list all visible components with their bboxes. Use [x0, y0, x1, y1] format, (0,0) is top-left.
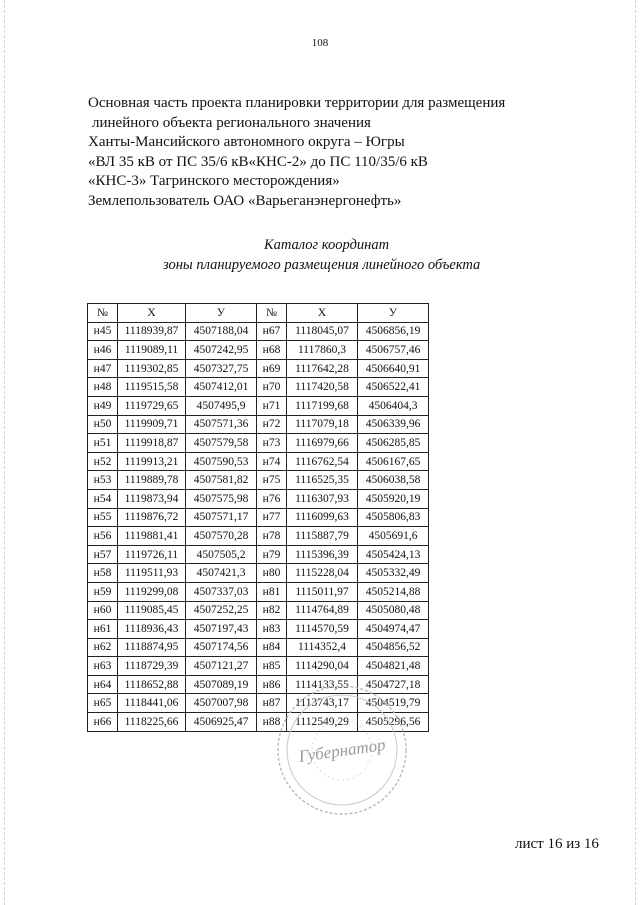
cell-point-number: н60 — [88, 601, 118, 620]
table-row — [88, 489, 429, 508]
table-row — [88, 582, 429, 601]
cell-y: 4506285,85 — [358, 434, 429, 453]
cell-y: 4507242,95 — [186, 341, 257, 360]
column-header-x: X — [118, 304, 186, 323]
cell-x: 1118936,43 — [118, 620, 186, 639]
cell-y: 4506404,3 — [358, 396, 429, 415]
cell-point-number: н55 — [88, 508, 118, 527]
table-row — [88, 415, 429, 434]
cell-y: 4505296,56 — [358, 713, 429, 732]
cell-point-number: н52 — [88, 452, 118, 471]
cell-point-number: н66 — [88, 713, 118, 732]
cell-point-number: н77 — [257, 508, 287, 527]
cell-y: 4507089,19 — [186, 675, 257, 694]
cell-point-number: н75 — [257, 471, 287, 490]
cell-point-number: н48 — [88, 378, 118, 397]
cell-point-number: н62 — [88, 638, 118, 657]
cell-y: 4506339,96 — [358, 415, 429, 434]
cell-x: 1117079,18 — [287, 415, 358, 434]
cell-x: 1115011,97 — [287, 582, 358, 601]
table-row — [88, 434, 429, 453]
cell-y: 4507571,36 — [186, 415, 257, 434]
cell-x: 1119511,93 — [118, 564, 186, 583]
cell-y: 4507337,03 — [186, 582, 257, 601]
cell-point-number: н49 — [88, 396, 118, 415]
cell-y: 4507007,98 — [186, 694, 257, 713]
table-row — [88, 601, 429, 620]
cell-x: 1114570,59 — [287, 620, 358, 639]
cell-x: 1118441,06 — [118, 694, 186, 713]
cell-y: 4505806,83 — [358, 508, 429, 527]
cell-x: 1118045,07 — [287, 322, 358, 341]
cell-point-number: н79 — [257, 545, 287, 564]
catalog-title-line2: зоны планируемого размещения линейного объекта — [163, 257, 481, 273]
table-row — [88, 564, 429, 583]
cell-y: 4505080,48 — [358, 601, 429, 620]
svg-text:Губернатор: Губернатор — [297, 735, 387, 766]
table-row — [88, 508, 429, 527]
cell-x: 1117420,58 — [287, 378, 358, 397]
cell-x: 1116099,63 — [287, 508, 358, 527]
header-line: «ВЛ 35 кВ от ПС 35/6 кВ«КНС-2» до ПС 110/35/6 кВ — [88, 153, 428, 170]
cell-y: 4506856,19 — [358, 322, 429, 341]
cell-y: 4507571,17 — [186, 508, 257, 527]
cell-point-number: н72 — [257, 415, 287, 434]
cell-x: 1114290,04 — [287, 657, 358, 676]
cell-x: 1114764,89 — [287, 601, 358, 620]
header-line: Ханты-Мансийского автономного округа – Югры — [88, 134, 405, 151]
cell-point-number: н73 — [257, 434, 287, 453]
cell-x: 1119889,78 — [118, 471, 186, 490]
table-row — [88, 527, 429, 546]
column-header-y: У — [358, 304, 429, 323]
cell-x: 1118225,66 — [118, 713, 186, 732]
cell-x: 1116307,93 — [287, 489, 358, 508]
cell-y: 4504821,48 — [358, 657, 429, 676]
table-header-row — [88, 304, 429, 323]
cell-x: 1119302,85 — [118, 359, 186, 378]
cell-y: 4507327,75 — [186, 359, 257, 378]
cell-x: 1116525,35 — [287, 471, 358, 490]
cell-x: 1112549,29 — [287, 713, 358, 732]
cell-y: 4506925,47 — [186, 713, 257, 732]
coordinates-table — [87, 303, 429, 732]
cell-point-number: н51 — [88, 434, 118, 453]
cell-x: 1115396,39 — [287, 545, 358, 564]
cell-y: 4507495,9 — [186, 396, 257, 415]
table-row — [88, 322, 429, 341]
table-row — [88, 545, 429, 564]
cell-point-number: н87 — [257, 694, 287, 713]
cell-x: 1119873,94 — [118, 489, 186, 508]
cell-y: 4507505,2 — [186, 545, 257, 564]
cell-point-number: н58 — [88, 564, 118, 583]
cell-point-number: н56 — [88, 527, 118, 546]
cell-point-number: н82 — [257, 601, 287, 620]
scan-edge-left — [4, 0, 5, 905]
cell-x: 1118652,88 — [118, 675, 186, 694]
cell-point-number: н85 — [257, 657, 287, 676]
cell-y: 4504974,47 — [358, 620, 429, 639]
cell-point-number: н81 — [257, 582, 287, 601]
table-row — [88, 638, 429, 657]
cell-point-number: н71 — [257, 396, 287, 415]
cell-y: 4507421,3 — [186, 564, 257, 583]
cell-y: 4506038,58 — [358, 471, 429, 490]
cell-x: 1119913,21 — [118, 452, 186, 471]
cell-x: 1119085,45 — [118, 601, 186, 620]
cell-y: 4505424,13 — [358, 545, 429, 564]
cell-y: 4505691,6 — [358, 527, 429, 546]
cell-y: 4507581,82 — [186, 471, 257, 490]
cell-y: 4505920,19 — [358, 489, 429, 508]
cell-y: 4507575,98 — [186, 489, 257, 508]
cell-x: 1113743,17 — [287, 694, 358, 713]
scan-edge-right — [635, 0, 636, 905]
table-row — [88, 396, 429, 415]
table-body — [88, 322, 429, 731]
cell-x: 1119726,11 — [118, 545, 186, 564]
header-line: Землепользователь ОАО «Варьеганэнергонефть» — [88, 192, 402, 209]
column-header-number: № — [88, 304, 118, 323]
catalog-title-line1: Каталог координат — [264, 237, 390, 253]
cell-x: 1115228,04 — [287, 564, 358, 583]
cell-x: 1116762,54 — [287, 452, 358, 471]
cell-point-number: н45 — [88, 322, 118, 341]
cell-point-number: н69 — [257, 359, 287, 378]
cell-y: 4507188,04 — [186, 322, 257, 341]
header-line: линейного объекта регионального значения — [92, 114, 371, 131]
cell-x: 1119515,58 — [118, 378, 186, 397]
cell-point-number: н53 — [88, 471, 118, 490]
cell-point-number: н80 — [257, 564, 287, 583]
cell-y: 4507590,53 — [186, 452, 257, 471]
cell-point-number: н61 — [88, 620, 118, 639]
cell-x: 1117199,68 — [287, 396, 358, 415]
cell-y: 4504727,18 — [358, 675, 429, 694]
cell-x: 1119876,72 — [118, 508, 186, 527]
cell-x: 1114133,55 — [287, 675, 358, 694]
cell-point-number: н57 — [88, 545, 118, 564]
cell-y: 4506522,41 — [358, 378, 429, 397]
sheet-counter: лист 16 из 16 — [515, 836, 599, 852]
stamp-seal — [272, 680, 412, 820]
table-row — [88, 359, 429, 378]
table-row — [88, 378, 429, 397]
cell-point-number: н63 — [88, 657, 118, 676]
cell-point-number: н76 — [257, 489, 287, 508]
cell-x: 1119089,11 — [118, 341, 186, 360]
table-row — [88, 657, 429, 676]
cell-x: 1119918,87 — [118, 434, 186, 453]
cell-point-number: н70 — [257, 378, 287, 397]
cell-y: 4505332,49 — [358, 564, 429, 583]
table-row — [88, 452, 429, 471]
cell-point-number: н67 — [257, 322, 287, 341]
cell-point-number: н83 — [257, 620, 287, 639]
cell-x: 1118939,87 — [118, 322, 186, 341]
cell-y: 4507174,56 — [186, 638, 257, 657]
column-header-y: У — [186, 304, 257, 323]
cell-point-number: н59 — [88, 582, 118, 601]
cell-y: 4504856,52 — [358, 638, 429, 657]
column-header-x: X — [287, 304, 358, 323]
cell-point-number: н54 — [88, 489, 118, 508]
table-row — [88, 341, 429, 360]
cell-x: 1117642,28 — [287, 359, 358, 378]
cell-x: 1114352,4 — [287, 638, 358, 657]
cell-y: 4506167,65 — [358, 452, 429, 471]
cell-y: 4507252,25 — [186, 601, 257, 620]
cell-x: 1119881,41 — [118, 527, 186, 546]
cell-y: 4506640,91 — [358, 359, 429, 378]
cell-x: 1116979,66 — [287, 434, 358, 453]
cell-point-number: н64 — [88, 675, 118, 694]
cell-point-number: н68 — [257, 341, 287, 360]
cell-point-number: н46 — [88, 341, 118, 360]
cell-y: 4507570,28 — [186, 527, 257, 546]
header-line: Основная часть проекта планировки территории для размещения — [88, 95, 506, 111]
cell-y: 4507197,43 — [186, 620, 257, 639]
cell-x: 1115887,79 — [287, 527, 358, 546]
cell-point-number: н50 — [88, 415, 118, 434]
column-header-number: № — [257, 304, 287, 323]
cell-point-number: н74 — [257, 452, 287, 471]
cell-y: 4504519,79 — [358, 694, 429, 713]
cell-y: 4507412,01 — [186, 378, 257, 397]
cell-x: 1119909,71 — [118, 415, 186, 434]
cell-x: 1118874,95 — [118, 638, 186, 657]
cell-x: 1118729,39 — [118, 657, 186, 676]
page-number: 108 — [311, 37, 329, 49]
stamp — [272, 680, 412, 820]
cell-x: 1117860,3 — [287, 341, 358, 360]
cell-y: 4505214,88 — [358, 582, 429, 601]
cell-point-number: н86 — [257, 675, 287, 694]
cell-y: 4507121,27 — [186, 657, 257, 676]
cell-y: 4507579,58 — [186, 434, 257, 453]
table-row — [88, 620, 429, 639]
cell-point-number: н88 — [257, 713, 287, 732]
cell-x: 1119299,08 — [118, 582, 186, 601]
cell-point-number: н65 — [88, 694, 118, 713]
cell-y: 4506757,46 — [358, 341, 429, 360]
cell-x: 1119729,65 — [118, 396, 186, 415]
header-line: «КНС-3» Тагринского месторождения» — [88, 173, 340, 190]
document-header — [88, 94, 588, 212]
cell-point-number: н47 — [88, 359, 118, 378]
table-row — [88, 471, 429, 490]
cell-point-number: н84 — [257, 638, 287, 657]
cell-point-number: н78 — [257, 527, 287, 546]
